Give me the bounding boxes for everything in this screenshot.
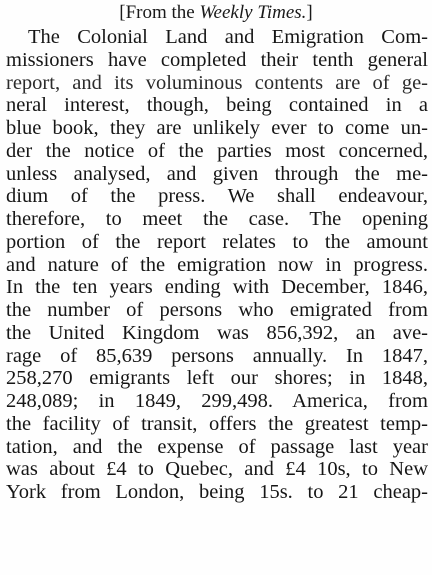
article-line: the United Kingdom was 856,392, an ave- bbox=[6, 321, 428, 344]
article-line: der the notice of the parties most concerned, bbox=[6, 139, 428, 162]
article-body bbox=[6, 26, 428, 504]
article-line: tation, and the expense of passage last year bbox=[6, 435, 428, 458]
article-line: York from London, being 15s. to 21 cheap- bbox=[6, 481, 428, 503]
article-line: the facility of transit, offers the greatest temp- bbox=[6, 412, 428, 435]
article-line: and nature of the emigration now in progress. bbox=[6, 253, 428, 276]
source-open-bracket: [From the bbox=[119, 2, 200, 23]
source-close-bracket: ] bbox=[306, 2, 313, 23]
article-line: 258,270 emigrants left our shores; in 1848, bbox=[6, 367, 428, 390]
source-attribution bbox=[0, 2, 432, 24]
article-line: unless analysed, and given through the me- bbox=[6, 162, 428, 185]
article-line: dium of the press. We shall endeavour, bbox=[6, 185, 428, 208]
source-paper-name: Weekly Times. bbox=[199, 2, 307, 23]
article-line: report, and its voluminous contents are of ge- bbox=[6, 71, 428, 94]
article-line: neral interest, though, being contained in a bbox=[6, 94, 428, 117]
article-line: the number of persons who emigrated from bbox=[6, 299, 428, 321]
article-line: was about £4 to Quebec, and £4 10s, to New bbox=[6, 458, 428, 481]
article-line: missioners have completed their tenth general bbox=[6, 48, 428, 71]
article-line: rage of 85,639 persons annually. In 1847, bbox=[6, 344, 428, 367]
article-line: The Colonial Land and Emigration Com- bbox=[28, 26, 428, 48]
article-line: therefore, to meet the case. The opening bbox=[6, 208, 428, 230]
article-line: In the ten years ending with December, 1846, bbox=[6, 276, 428, 299]
article-line: blue book, they are unlikely ever to come un- bbox=[6, 117, 428, 139]
article-line: 248,089; in 1849, 299,498. America, from bbox=[6, 390, 428, 412]
article-line: portion of the report relates to the amount bbox=[6, 230, 428, 253]
